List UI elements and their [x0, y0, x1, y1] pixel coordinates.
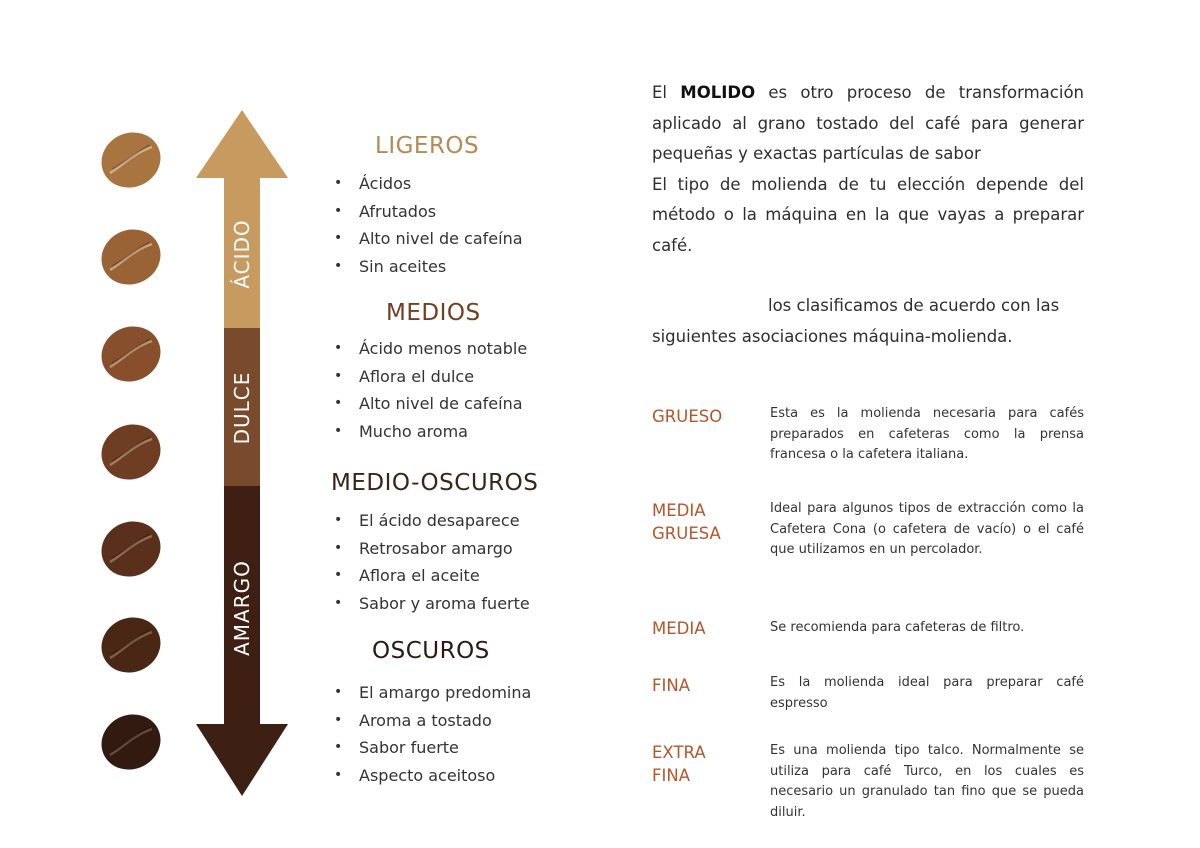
grind-description-grueso: Esta es la molienda necesaria para cafés preparados en cafeteras como la prensa francesa o la cafetera italiana.: [770, 406, 1084, 462]
list-item: • Mucho aroma: [332, 418, 527, 446]
list-item: • El amargo predomina: [332, 679, 531, 707]
arrow-label-amargo: AMARGO: [230, 560, 254, 656]
intro-paragraph: [652, 78, 1084, 261]
grind-name-line-2: GRUESA: [652, 524, 721, 543]
coffee-bean-icon: [100, 614, 162, 676]
category-title-medio-oscuros: MEDIO-OSCUROS: [331, 470, 539, 496]
list-item: • Retrosabor amargo: [332, 535, 530, 563]
intro-rest: es otro proceso de transformación aplicado al grano tostado del café para generar pequeñas y exactas partículas de sabor: [652, 83, 1084, 163]
coffee-bean-icon: [100, 518, 162, 580]
arrow-label-dulce: DULCE: [230, 371, 254, 445]
list-item: • Sabor y aroma fuerte: [332, 590, 530, 618]
grind-description-media: Se recomienda para cafeteras de filtro.: [770, 620, 1025, 635]
coffee-bean-icon: [100, 129, 162, 191]
list-item: • El ácido desaparece: [332, 507, 530, 535]
list-item: • Aflora el dulce: [332, 363, 527, 391]
category-list-oscuros: [332, 679, 531, 789]
arrow-head-up: [196, 110, 288, 178]
arrow-head-down: [196, 724, 288, 796]
category-list-medio-oscuros: [332, 507, 530, 617]
grind-description-media-gruesa: Ideal para algunos tipos de extracción como la Cafetera Cona (o cafetera de vacío) o el café que utilizamos en un percolador.: [770, 501, 1084, 557]
coffee-bean-icon: [100, 711, 162, 773]
grind-name-media: [652, 617, 762, 640]
grind-name-fina: [652, 674, 762, 697]
intro-paragraph-2: El tipo de molienda de tu elección depende del método o la máquina en la que vayas a preparar café.: [652, 174, 1084, 255]
intro-paragraph-3: [652, 291, 1084, 352]
list-item: • Afrutados: [332, 198, 523, 226]
list-item: • Alto nivel de cafeína: [332, 225, 523, 253]
grind-name-line-1: MEDIA: [652, 501, 706, 520]
list-item: • Aspecto aceitoso: [332, 762, 531, 790]
list-item: • Sin aceites: [332, 253, 523, 281]
coffee-bean-icon: [100, 226, 162, 288]
list-item: • Alto nivel de cafeína: [332, 390, 527, 418]
grind-name-line-1: GRUESO: [652, 407, 723, 426]
coffee-bean-icon: [100, 421, 162, 483]
grind-description-extra-fina: Es una molienda tipo talco. Normalmente se utiliza para café Turco, en los cuales es necesario un granulado tan fino que se pueda diluir.: [770, 743, 1084, 820]
intro-paragraph-3-line-1: los clasificamos de acuerdo con las: [768, 296, 1060, 315]
grind-name-extra-fina: [652, 741, 762, 787]
grind-name-line-1: MEDIA: [652, 619, 706, 638]
list-item: • Aroma a tostado: [332, 707, 531, 735]
category-title-medios: MEDIOS: [386, 300, 481, 326]
grind-name-media-gruesa: [652, 499, 762, 545]
category-title-ligeros: LIGEROS: [375, 133, 480, 159]
list-item: • Aflora el aceite: [332, 562, 530, 590]
category-list-medios: [332, 335, 527, 445]
list-item: • Sabor fuerte: [332, 734, 531, 762]
arrow-label-acido: ÁCIDO: [230, 219, 254, 289]
grind-name-line-1: EXTRA: [652, 743, 706, 762]
grind-name-line-2: FINA: [652, 766, 690, 785]
intro-bold-term: MOLIDO: [680, 83, 756, 102]
grind-name-grueso: [652, 405, 762, 428]
list-item: • Ácido menos notable: [332, 335, 527, 363]
category-title-oscuros: OSCUROS: [372, 638, 490, 664]
intro-paragraph-3-line-2: siguientes asociaciones máquina-molienda.: [652, 326, 1013, 346]
coffee-bean-icon: [100, 323, 162, 385]
intro-prefix: El: [652, 83, 681, 102]
roast-scale-arrow: [194, 108, 290, 798]
category-list-ligeros: [332, 170, 523, 280]
grind-description-fina: Es la molienda ideal para preparar café espresso: [770, 675, 1084, 711]
grind-name-line-1: FINA: [652, 676, 690, 695]
list-item: • Ácidos: [332, 170, 523, 198]
